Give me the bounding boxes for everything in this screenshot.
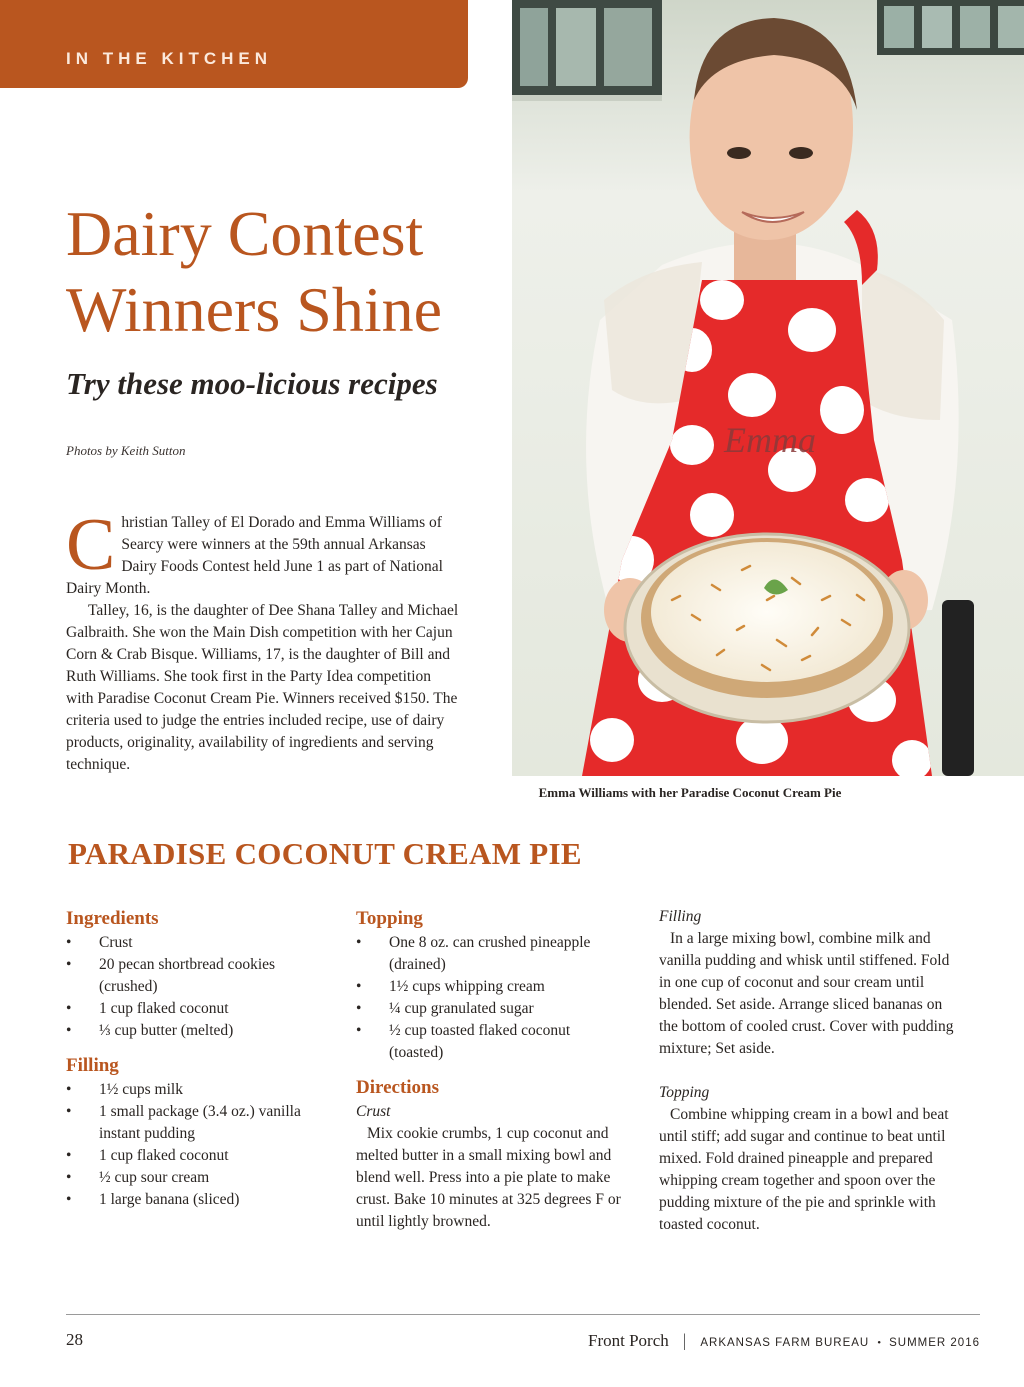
topping-directions-column — [356, 906, 626, 1233]
crust-subheading: Crust — [356, 1103, 391, 1120]
filling-heading: Filling — [66, 1055, 119, 1076]
list-item: • 1 cup flaked coconut — [66, 998, 316, 1020]
footer-separator: | — [682, 1330, 687, 1350]
ingredients-column — [66, 906, 316, 1211]
feature-photo — [512, 0, 1024, 776]
article-headline: Dairy Contest Winners Shine — [66, 198, 443, 345]
page-number: 28 — [66, 1330, 83, 1349]
filling-list — [66, 1079, 316, 1211]
section-tab — [0, 0, 468, 88]
photo-illustration — [512, 0, 1024, 776]
list-item: • ½ cup sour cream — [66, 1167, 316, 1189]
filling-subheading: Filling — [659, 908, 702, 925]
topping-subheading: Topping — [659, 1084, 710, 1101]
topping-directions: Combine whipping cream in a bowl and beat until stiff; add sugar and continue to beat until mixed. Fold drained pineapple and prepared whipping cream together and spoon over the pudding mixture of the pie and sprinkle with toasted coconut. — [659, 1106, 949, 1233]
apron-name: Emma — [724, 420, 816, 460]
list-item: • 1 cup flaked coconut — [66, 1145, 316, 1167]
list-item: • Crust — [66, 932, 316, 954]
ingredients-heading: Ingredients — [66, 908, 159, 929]
list-item: • 1 small package (3.4 oz.) vanilla instant pudding — [66, 1101, 316, 1145]
intro-paragraph-2: Talley, 16, is the daughter of Dee Shana Talley and Michael Galbraith. She won the Main Dish competition with her Cajun Corn & Crab Bisque. Williams, 17, is the daughter of Bill and Ruth Williams. She took first in the Party Idea competition with Paradise Coconut Cream Pie. Winners received $150. The criteria used to judge the entries included recipe, use of dairy products, originality, availability of ingredients and serving technique. — [66, 602, 459, 773]
list-item: • 1 large banana (sliced) — [66, 1189, 316, 1211]
issue-date: SUMMER 2016 — [889, 1337, 980, 1349]
ingredients-list — [66, 932, 316, 1042]
topping-list — [356, 932, 626, 1064]
intro-paragraph-1 — [66, 504, 462, 600]
list-item: • 20 pecan shortbread cookies (crushed) — [66, 954, 316, 998]
photo-credit: Photos by Keith Sutton — [66, 443, 186, 458]
crust-directions: Mix cookie crumbs, 1 cup coconut and melted butter in a small mixing bowl and blend well. Press into a pie plate to make crust. Bake 10 minutes at 325 degrees F or until lightly browned. — [356, 1125, 621, 1230]
directions-column — [659, 906, 964, 1236]
magazine-name: Front Porch — [587, 1331, 669, 1350]
directions-heading: Directions — [356, 1077, 440, 1098]
list-item: • ¼ cup granulated sugar — [356, 998, 626, 1020]
intro-text — [66, 504, 462, 776]
recipe-title: PARADISE COCONUT CREAM PIE — [68, 836, 582, 871]
list-item: • One 8 oz. can crushed pineapple (drained) — [356, 932, 626, 976]
section-label: IN THE KITCHEN — [66, 49, 272, 68]
footer-divider — [66, 1314, 980, 1315]
publisher-name: ARKANSAS FARM BUREAU — [700, 1337, 870, 1349]
footer-bullet: • — [877, 1337, 882, 1349]
filling-directions: In a large mixing bowl, combine milk and vanilla pudding and whisk until stiffened. Fold in one cup of coconut and sour cream until blended. Set aside. Arrange sliced bananas on the bottom of cooled crust. Cover with pudding mixture; Set aside. — [659, 930, 954, 1057]
photo-caption: Emma Williams with her Paradise Coconut Cream Pie — [538, 785, 842, 800]
list-item: • ⅓ cup butter (melted) — [66, 1020, 316, 1042]
drop-cap: C — [66, 504, 116, 586]
list-item: • 1½ cups whipping cream — [356, 976, 626, 998]
article-subheadline: Try these moo-licious recipes — [66, 366, 438, 401]
footer-publication — [588, 1330, 980, 1351]
intro-paragraph-1-text: hristian Talley of El Dorado and Emma Williams of Searcy were winners at the 59th annual Arkansas Dairy Foods Contest held June 1 as part of National Dairy Month. — [66, 514, 443, 597]
list-item: • ½ cup toasted flaked coconut (toasted) — [356, 1020, 626, 1064]
topping-heading: Topping — [356, 908, 423, 929]
list-item: • 1½ cups milk — [66, 1079, 316, 1101]
